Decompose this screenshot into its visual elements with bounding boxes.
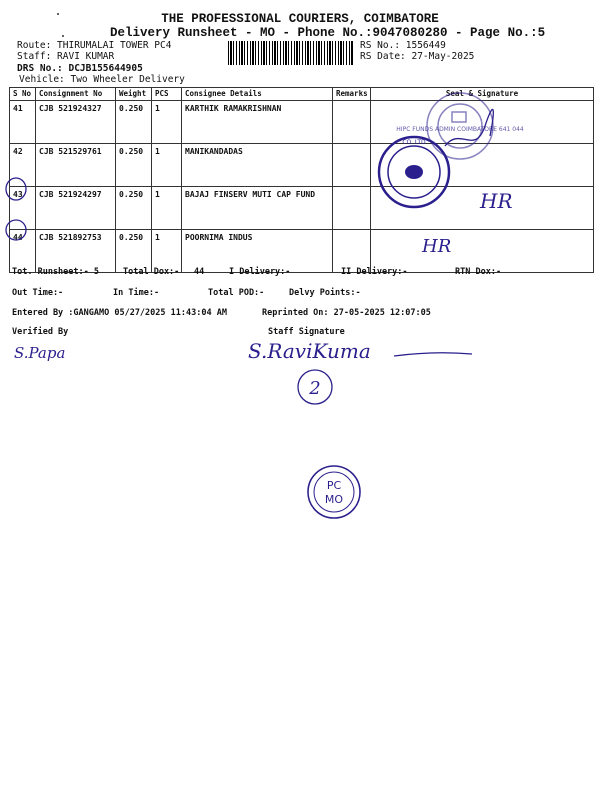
svg-text:MO: MO: [324, 493, 344, 506]
cell-consignee: MANIKANDADAS: [182, 144, 333, 187]
route-label: Route: THIRUMALAI TOWER PC4: [17, 40, 172, 51]
cell-sno: 44: [10, 230, 36, 273]
circle-mark-44: [4, 218, 30, 244]
rs-date: RS Date: 27-May-2025: [360, 51, 475, 62]
col-consignment: Consignment No: [36, 88, 116, 101]
col-sno: S No: [10, 88, 36, 101]
cell-weight: 0.250: [116, 187, 152, 230]
cell-consignee: BAJAJ FINSERV MUTI CAP FUND: [182, 187, 333, 230]
runsheet-subtitle: Delivery Runsheet - MO - Phone No.:9047080280 - Page No.:5: [110, 26, 546, 40]
cell-remarks: [333, 144, 371, 187]
circled-number-mark: [296, 368, 336, 408]
cell-remarks: [333, 187, 371, 230]
verified-signature: [12, 338, 102, 368]
rtn-dox: RTN Dox:-: [455, 267, 502, 277]
staff-signature-label: Staff Signature: [268, 327, 345, 337]
cell-weight: 0.250: [116, 230, 152, 273]
svg-text:HR: HR: [480, 189, 513, 213]
cell-pcs: 1: [152, 187, 182, 230]
cell-sno: 41: [10, 101, 36, 144]
entered-by: Entered By :GANGAMO 05/27/2025 11:43:04 AM: [12, 308, 227, 318]
delvy-points: Delvy Points:-: [289, 288, 361, 298]
cell-pcs: 1: [152, 144, 182, 187]
total-runsheet: Tot. Runsheet:- 5: [12, 267, 99, 277]
rs-number: RS No.: 1556449: [360, 40, 446, 51]
seal-text: HIPC FUNDS ADMIN COIMBATORE 641 044: [396, 126, 524, 133]
col-consignee: Consignee Details: [182, 88, 333, 101]
svg-text:PC: PC: [326, 479, 342, 492]
total-dox-value: 44: [194, 267, 205, 277]
i-delivery: I Delivery:-: [229, 267, 291, 277]
barcode: [228, 41, 354, 65]
drs-number: DRS No.: DCJB155644905: [17, 63, 143, 74]
staff-label: Staff: RAVI KUMAR: [17, 51, 115, 62]
vehicle-label: Vehicle: Two Wheeler Delivery: [19, 74, 185, 85]
verified-by-label: Verified By: [12, 327, 69, 337]
total-dox-label: Total Dox:-: [123, 267, 180, 277]
cell-consignment: CJB 521529761: [36, 144, 116, 187]
out-time: Out Time:-: [12, 288, 64, 298]
svg-text:S.RaviKuma: S.RaviKuma: [248, 339, 371, 363]
cell-weight: 0.250: [116, 144, 152, 187]
company-title: THE PROFESSIONAL COURIERS, COIMBATORE: [161, 12, 439, 26]
cell-consignment: CJB 521892753: [36, 230, 116, 273]
svg-text:S.Papa: S.Papa: [14, 344, 66, 362]
cell-consignment: CJB 521924327: [36, 101, 116, 144]
cell-consignee: KARTHIK RAMAKRISHNAN: [182, 101, 333, 144]
row44-handwriting: [416, 225, 476, 265]
pc-mo-stamp: [300, 462, 370, 522]
seal-signature-scribble: [440, 106, 500, 161]
in-time: In Time:-: [113, 288, 160, 298]
col-remarks: Remarks: [333, 88, 371, 101]
svg-text:2: 2: [309, 378, 321, 399]
cell-remarks: [333, 101, 371, 144]
col-weight: Weight: [116, 88, 152, 101]
reprinted-on: Reprinted On: 27-05-2025 12:07:05: [262, 308, 431, 318]
circle-mark-43: [4, 176, 30, 202]
cell-pcs: 1: [152, 230, 182, 273]
speck: [62, 35, 64, 37]
svg-text:HR: HR: [422, 236, 452, 257]
cell-weight: 0.250: [116, 101, 152, 144]
total-pod: Total POD:-: [208, 288, 265, 298]
cell-consignment: CJB 521924297: [36, 187, 116, 230]
staff-signature: [244, 336, 474, 368]
round-seal-text: CO. LTD: [402, 139, 426, 146]
cell-sno: 42: [10, 144, 36, 187]
cell-pcs: 1: [152, 101, 182, 144]
row43-handwriting: [470, 180, 530, 220]
cell-sno: 43: [10, 187, 36, 230]
cell-consignee: POORNIMA INDUS: [182, 230, 333, 273]
col-seal: Seal & Signature: [371, 88, 594, 101]
col-pcs: PCS: [152, 88, 182, 101]
ii-delivery: II Delivery:-: [341, 267, 408, 277]
